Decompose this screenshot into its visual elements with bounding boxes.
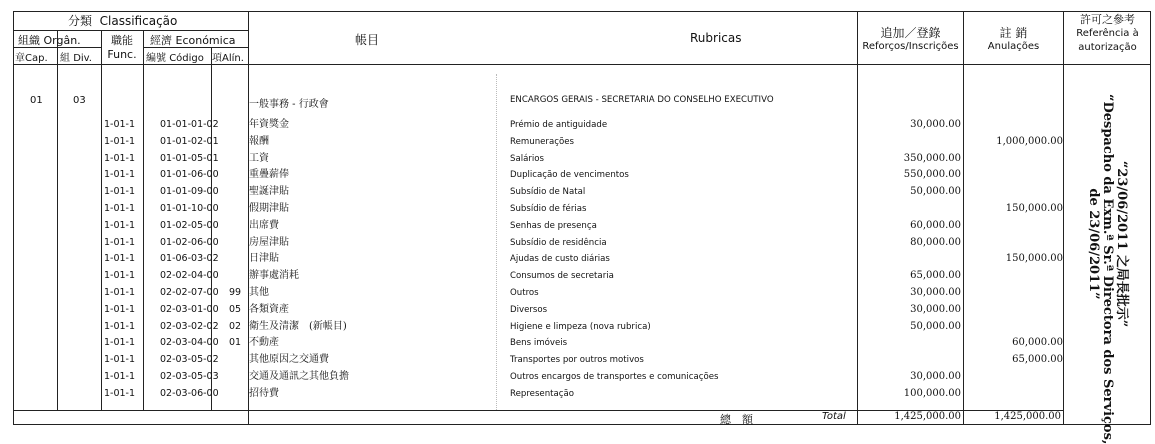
row-codigo: 01-01-10-00 — [160, 203, 219, 214]
header-referencia-pt1: Referência à — [1076, 28, 1139, 39]
row-anulacao: 60,000.00 — [1012, 337, 1063, 349]
row-func: 1-01-1 — [104, 119, 136, 130]
row-rubrica-zh: 重疊薪俸 — [249, 169, 289, 181]
row-func: 1-01-1 — [104, 236, 136, 248]
row-codigo: 01-01-09-00 — [160, 186, 219, 198]
row-rubrica-zh: 房屋津貼 — [249, 236, 289, 248]
row-rubrica-pt: Salários — [510, 153, 545, 164]
row-func: 1-01-1 — [104, 337, 136, 349]
row-func: 1-01-1 — [104, 169, 136, 181]
row-rubrica-zh: 衛生及清潔 (新帳目) — [249, 320, 347, 332]
table-row — [13, 268, 1063, 285]
header-classificacao-zh: 分類 — [68, 14, 93, 28]
header-div-zh: 組 — [60, 53, 70, 64]
header-codigo-zh: 編號 — [146, 53, 166, 64]
row-alinea: 05 — [229, 303, 242, 315]
row-rubrica-pt: Duplicação de vencimentos — [510, 170, 629, 181]
row-codigo: 01-01-02-01 — [160, 135, 219, 147]
row-reforco: 50,000.00 — [910, 186, 961, 198]
table-row — [13, 235, 1063, 252]
table-row — [13, 335, 1063, 352]
row-rubrica-zh: 日津貼 — [249, 253, 279, 265]
row-rubrica-pt: Prémio de antiguidade — [510, 120, 608, 130]
row-reforco: 30,000.00 — [910, 119, 961, 130]
row-codigo: 01-01-06-00 — [160, 169, 219, 181]
divider-ref-left — [1063, 11, 1064, 425]
row-rubrica-zh: 聖誕津貼 — [249, 186, 289, 198]
header-economica — [150, 32, 236, 48]
header-economica-pt: Económica — [175, 34, 236, 47]
row-reforco: 65,000.00 — [910, 270, 961, 282]
header-reforcos-zh: 追加／登錄 — [880, 26, 941, 40]
row-reforco: 50,000.00 — [910, 320, 961, 332]
row-rubrica-pt: Representação — [510, 388, 575, 399]
section-cap: 01 — [30, 95, 43, 106]
row-rubrica-zh: 招待費 — [249, 387, 279, 399]
row-func: 1-01-1 — [104, 186, 136, 198]
table-row — [13, 134, 1063, 151]
row-codigo: 02-03-06-00 — [160, 387, 219, 399]
header-reforcos — [858, 24, 963, 52]
row-rubrica-pt: Subsídio de Natal — [510, 187, 586, 198]
header-func — [105, 32, 139, 61]
total-label-zh: 總 額 — [720, 413, 753, 426]
table-row — [13, 218, 1063, 235]
total-reforco: 1,425,000.00 — [894, 411, 961, 422]
table-row — [13, 285, 1063, 302]
row-codigo: 02-03-01-00 — [160, 303, 219, 315]
header-organica-pt: Orgân. — [43, 34, 81, 47]
row-reforco: 80,000.00 — [910, 236, 961, 248]
section-div: 03 — [73, 95, 86, 106]
header-cap-zh: 章 — [15, 53, 25, 64]
header-div — [60, 49, 92, 64]
header-anulacoes-zh: 註 銷 — [999, 26, 1028, 40]
header-codigo — [146, 49, 204, 64]
row-alinea: 02 — [229, 320, 242, 332]
table-row — [13, 201, 1063, 218]
header-referencia-pt2: autorização — [1078, 42, 1137, 53]
row-codigo: 02-03-04-00 — [160, 337, 219, 349]
row-rubrica-pt: Senhas de presença — [510, 220, 597, 231]
section-title-pt: ENCARGOS GERAIS - SECRETARIA DO CONSELHO EXECUTIVO — [510, 95, 774, 105]
row-reforco: 60,000.00 — [910, 219, 961, 231]
row-func: 1-01-1 — [104, 287, 136, 298]
row-rubrica-pt: Bens imóveis — [510, 338, 568, 349]
row-reforco: 350,000.00 — [903, 152, 961, 164]
row-func: 1-01-1 — [104, 387, 136, 399]
header-cap — [15, 49, 48, 64]
row-rubrica-zh: 其他 — [249, 287, 269, 298]
row-rubrica-pt: Transportes por outros motivos — [510, 355, 644, 366]
row-codigo: 01-02-06-00 — [160, 236, 219, 248]
header-anulacoes-pt: Anulações — [987, 41, 1040, 52]
row-alinea: 01 — [229, 337, 242, 349]
header-referencia-zh: 許可之參考 — [1080, 13, 1135, 26]
row-reforco: 100,000.00 — [903, 387, 961, 399]
header-anulacoes — [964, 24, 1063, 52]
header-classificacao — [68, 12, 177, 29]
header-economica-zh: 經濟 — [150, 34, 172, 47]
header-classificacao-pt: Classificação — [99, 14, 178, 28]
table-row — [13, 184, 1063, 201]
row-anulacao: 150,000.00 — [1005, 253, 1063, 265]
row-func: 1-01-1 — [104, 135, 136, 147]
table-row — [13, 386, 1063, 403]
header-func-pt: Func. — [107, 48, 137, 61]
row-rubrica-pt: Remunerações — [510, 136, 574, 147]
row-rubrica-pt: Subsídio de férias — [510, 204, 587, 214]
header-organica-zh: 組織 — [18, 34, 40, 47]
header-alin — [212, 49, 244, 64]
header-div-pt: Div. — [73, 53, 92, 64]
authorization-line2: “Despacho da Exm.ª Sr.ª Directora dos Serviços, — [1100, 94, 1115, 444]
authorization-line3: de 23/06/2011” — [1086, 188, 1101, 300]
row-anulacao: 65,000.00 — [1012, 354, 1063, 366]
row-func: 1-01-1 — [104, 303, 136, 315]
row-rubrica-zh: 年資獎金 — [249, 119, 289, 130]
row-codigo: 01-06-03-02 — [160, 253, 219, 265]
row-rubrica-zh: 辦事處消耗 — [249, 270, 299, 282]
header-rubrica-pt: Rubricas — [690, 31, 742, 45]
header-referencia — [1064, 13, 1151, 55]
table-row — [13, 352, 1063, 369]
divider-header-bottom — [13, 64, 1151, 65]
row-rubrica-zh: 各類資產 — [249, 303, 289, 315]
header-func-zh: 職能 — [111, 34, 133, 47]
row-rubrica-pt: Diversos — [510, 304, 548, 315]
row-func: 1-01-1 — [104, 320, 136, 332]
row-codigo: 02-03-02-02 — [160, 320, 219, 332]
row-codigo: 01-01-05-01 — [160, 152, 219, 164]
row-rubrica-pt: Consumos de secretaria — [510, 271, 614, 282]
row-rubrica-pt: Outros — [510, 288, 539, 298]
header-cap-pt: Cap. — [25, 53, 48, 64]
row-codigo: 02-03-05-02 — [160, 354, 219, 366]
header-alin-zh: 項 — [212, 53, 222, 64]
header-reforcos-pt: Reforços/Inscrições — [862, 41, 959, 52]
header-codigo-pt: Código — [169, 53, 204, 64]
row-rubrica-pt: Ajudas de custo diárias — [510, 254, 610, 265]
row-rubrica-zh: 假期津貼 — [249, 203, 289, 214]
authorization-line1: “23/06/2011 之局長批示” — [1114, 160, 1129, 328]
table-row — [13, 319, 1063, 336]
row-codigo: 01-01-01-02 — [160, 119, 219, 130]
authorization-reference — [1066, 74, 1148, 444]
table-row — [13, 302, 1063, 319]
row-rubrica-zh: 其他原因之交通費 — [249, 354, 329, 366]
header-organica — [18, 32, 81, 48]
table-row — [13, 167, 1063, 184]
row-alinea: 99 — [229, 287, 242, 298]
row-rubrica-pt: Higiene e limpeza (nova rubrica) — [510, 321, 651, 332]
table-row — [13, 369, 1063, 386]
total-anulacao: 1,425,000.00 — [994, 411, 1061, 422]
divider-classificacao — [13, 30, 248, 31]
row-func: 1-01-1 — [104, 203, 136, 214]
header-alin-pt: Alín. — [222, 53, 244, 64]
row-rubrica-zh: 不動產 — [249, 337, 279, 349]
row-codigo: 01-02-05-00 — [160, 219, 219, 231]
row-rubrica-zh: 出席費 — [249, 219, 279, 231]
row-reforco: 30,000.00 — [910, 371, 961, 382]
header-rubrica-zh: 帳目 — [355, 33, 380, 47]
table-row — [13, 151, 1063, 168]
row-func: 1-01-1 — [104, 253, 136, 265]
row-rubrica-zh: 工資 — [249, 152, 269, 164]
total-label-pt: Total — [822, 411, 846, 422]
row-rubrica-pt: Outros encargos de transportes e comunicações — [510, 372, 719, 382]
row-reforco: 30,000.00 — [910, 287, 961, 298]
row-rubrica-zh: 報酬 — [249, 135, 269, 147]
row-anulacao: 1,000,000.00 — [996, 135, 1063, 147]
row-reforco: 550,000.00 — [903, 169, 961, 181]
row-reforco: 30,000.00 — [910, 303, 961, 315]
row-rubrica-zh: 交通及通訊之其他負擔 — [249, 371, 349, 382]
row-func: 1-01-1 — [104, 371, 136, 382]
row-func: 1-01-1 — [104, 270, 136, 282]
table-row — [13, 117, 1063, 134]
row-codigo: 02-02-07-00 — [160, 287, 219, 298]
row-anulacao: 150,000.00 — [1005, 203, 1063, 214]
table-row — [13, 251, 1063, 268]
row-func: 1-01-1 — [104, 152, 136, 164]
row-func: 1-01-1 — [104, 354, 136, 366]
section-title-zh: 一般事務 - 行政會 — [249, 99, 329, 110]
row-func: 1-01-1 — [104, 219, 136, 231]
row-codigo: 02-03-05-03 — [160, 371, 219, 382]
row-codigo: 02-02-04-00 — [160, 270, 219, 282]
row-rubrica-pt: Subsídio de residência — [510, 237, 607, 248]
